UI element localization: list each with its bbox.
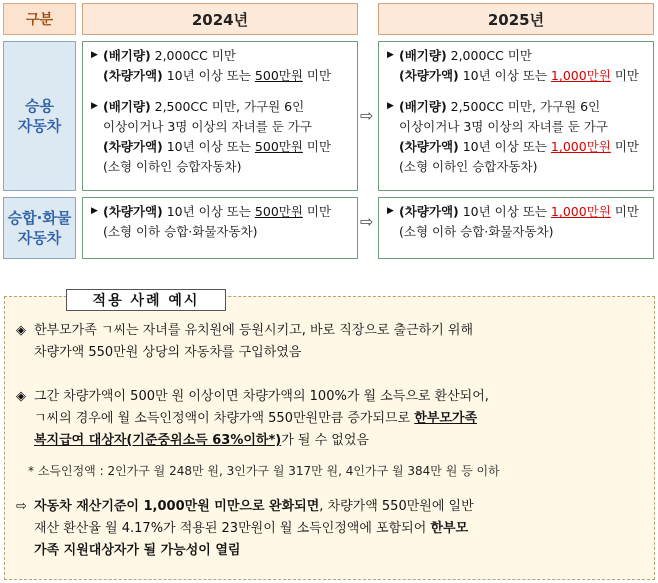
label-vehicle-value: (차량가액) [103,139,163,154]
example-paragraph-1 [16,320,648,364]
example-title: 적용 사례 예시 [66,289,226,311]
triangle-bullet-icon: ▶ [91,100,98,111]
text-years: 10년 이상 또는 [458,139,551,154]
triangle-bullet-icon: ▶ [91,50,98,60]
category-passenger-line2: 자동차 [17,117,62,135]
right-arrow-icon: ⇨ [16,499,27,514]
passenger-2024-item1 [91,46,351,87]
label-vehicle-value: (차량가액) [103,204,163,219]
header-2024-cell [82,3,358,35]
header-2024: 2024년 [191,10,249,29]
label-vehicle-value: (차량가액) [103,68,163,84]
category-van-line1: 승합·화물 [7,208,72,227]
header-label: 구분 [25,12,54,28]
label-displacement: (배기량) [103,98,151,114]
text-under: 미만 [302,139,332,154]
value-displacement: 2,500CC 미만, 가구원 6인 [446,98,601,114]
value-threshold: 500만원 [254,204,303,219]
text-years: 10년 이상 또는 [162,68,255,84]
para3-emphasis-2: 한부모 [430,521,469,536]
text-under: 미만 [610,68,639,84]
category-passenger [3,41,76,191]
passenger-2025-content [378,41,654,191]
label-displacement: (배기량) [103,48,151,63]
van-2025-content [378,197,654,259]
right-arrow-icon: ⇨ [360,212,374,231]
passenger-2025-item1 [387,46,647,87]
text-under: 미만 [302,68,332,84]
para2-emphasis: 한부모가족 [414,411,478,426]
passenger-2024-item2 [91,97,351,178]
value-threshold-new: 1,000만원 [550,68,611,84]
text-years: 10년 이상 또는 [162,204,255,219]
van-2024-item [91,202,351,243]
value-threshold-new: 1,000만원 [550,204,611,219]
text-van-note: (소형 이하인 승합자동차) [103,159,242,175]
text-van-note: (소형 이하인 승합자동차) [399,159,538,175]
para2-line1: 그간 차량가액이 500만 원 이상이면 차량가액의 100%가 월 소득으로 환산되어, [34,389,489,404]
label-displacement: (배기량) [399,48,447,63]
text-household: 이상이거나 3명 이상의 자녀를 둔 가구 [399,118,608,134]
passenger-2024-content [82,41,358,191]
category-van-truck [3,197,76,259]
van-2024-content [82,197,358,259]
text-van-note: (소형 이하 승합·화물자동차) [399,224,554,240]
para2-line3: 가 될 수 없었음 [281,433,369,448]
text-years: 10년 이상 또는 [458,204,551,219]
para2-emphasis-2: 복지급여 대상자(기준중위소득 63%이하*) [34,433,282,448]
header-2025-cell [378,3,654,35]
header-label-cell [3,3,76,35]
label-vehicle-value: (차량가액) [399,68,459,84]
text-years: 10년 이상 또는 [162,139,255,154]
triangle-bullet-icon: ▶ [387,206,394,216]
para1-line2: 차량가액 550만원 상당의 자동차를 구입하였음 [34,345,302,360]
triangle-bullet-icon: ▶ [387,50,394,60]
para3-line3: 가족 지원대상자가 될 가능성이 열림 [34,543,241,558]
para3-emphasis: 자동차 재산기준이 1,000만원 미만으로 완화되면 [34,499,320,514]
diamond-bullet-icon: ◈ [16,323,26,338]
diamond-bullet-icon: ◈ [16,389,26,404]
text-years: 10년 이상 또는 [458,68,551,84]
value-displacement: 2,500CC 미만, 가구원 6인 [150,98,305,114]
para3-line2: 재산 환산율 월 4.17%가 적용된 23만원이 월 소득인정액에 포함되어 [34,521,431,536]
text-under: 미만 [610,204,639,219]
right-arrow-icon: ⇨ [360,106,374,125]
value-displacement: 2,000CC 미만 [446,48,532,63]
text-under: 미만 [302,204,332,219]
text-van-note: (소형 이하 승합·화물자동차) [103,224,258,240]
label-displacement: (배기량) [399,98,447,114]
income-note: * 소득인정액 : 2인가구 월 248만 원, 3인가구 월 317만 원, 4인가구 월 384만 원 등 이하 [28,464,500,478]
header-2025: 2025년 [487,10,545,29]
triangle-bullet-icon: ▶ [387,100,394,111]
category-van-line2: 자동차 [17,229,62,247]
value-threshold: 500만원 [254,68,303,84]
value-threshold: 500만원 [254,139,303,154]
triangle-bullet-icon: ▶ [91,206,98,216]
text-under: 미만 [610,139,639,154]
value-threshold-new: 1,000만원 [550,139,611,154]
para2-line2: ㄱ씨의 경우에 월 소득인정액이 차량가액 550만원만큼 증가되므로 [34,411,415,426]
category-passenger-line1: 승용 [25,96,54,115]
van-2025-item [387,202,647,243]
text-household: 이상이거나 3명 이상의 자녀를 둔 가구 [103,118,312,134]
example-paragraph-3 [16,496,648,562]
para3-line1: , 차량가액 550만원에 일반 [319,499,474,514]
label-vehicle-value: (차량가액) [399,204,459,219]
label-vehicle-value: (차량가액) [399,139,459,154]
example-paragraph-2 [16,386,648,452]
passenger-2025-item2 [387,97,647,178]
para1-line1: 한부모가족 ㄱ씨는 자녀를 유치원에 등원시키고, 바로 직장으로 출근하기 위해 [34,323,474,338]
value-displacement: 2,000CC 미만 [150,48,236,63]
